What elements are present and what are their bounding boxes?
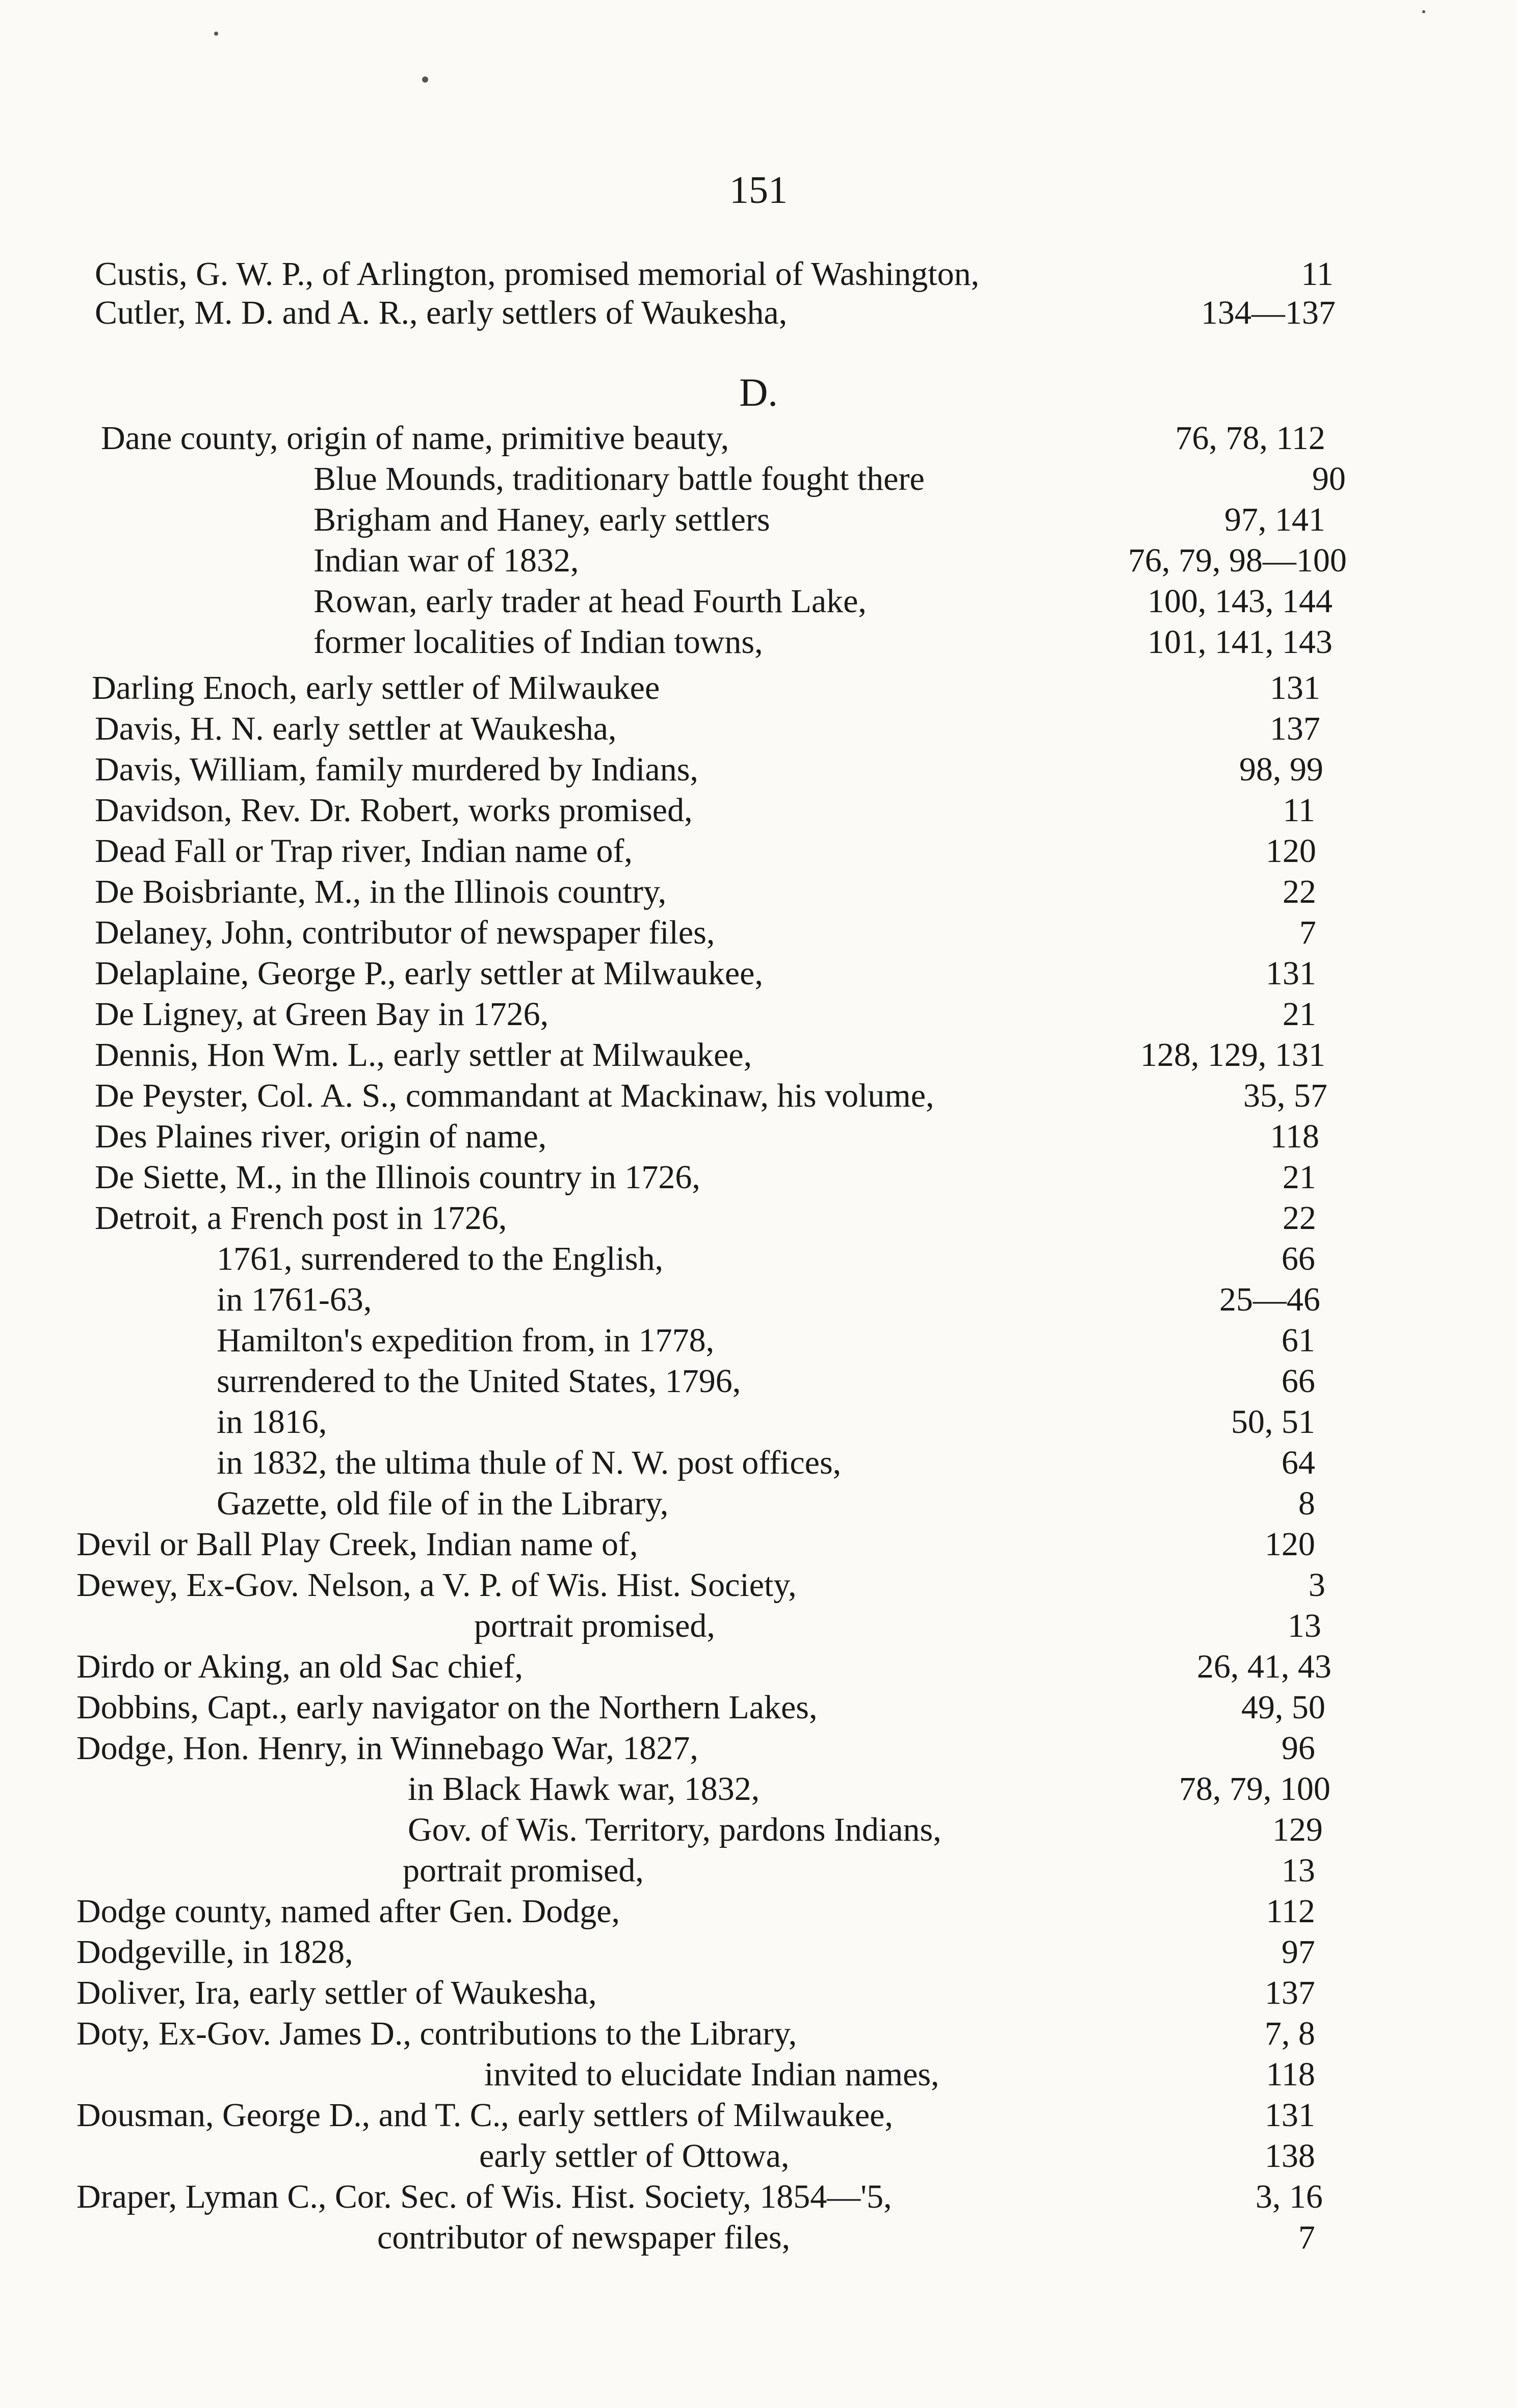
entry-pages: 76, 79, 98—100 [1128,542,1347,579]
entry-text: Custis, G. W. P., of Arlington, promised memorial of Washington, [95,255,980,293]
entry-text: in 1832, the ultima thule of N. W. post offices, [217,1444,842,1481]
index-entry [408,1810,1323,1850]
entry-text: Dirdo or Aking, an old Sac chief, [76,1648,524,1685]
index-entry [76,2095,1315,2136]
index-entry [474,1606,1321,1646]
index-entry [95,790,1315,831]
index-entry [313,459,1346,500]
entry-pages: 22 [1283,873,1316,910]
entry-text: Dewey, Ex-Gov. Nelson, a V. P. of Wis. Hist. Society, [76,1566,797,1604]
index-entry [313,622,1332,663]
entry-text: Dodge county, named after Gen. Dodge, [76,1893,620,1930]
entry-pages: 90 [1312,460,1346,498]
entry-pages: 3 [1309,1566,1325,1604]
index-entry [95,709,1320,749]
entry-text: De Siette, M., in the Illinois country in 1726, [95,1159,700,1196]
index-entry [408,1769,1330,1810]
entry-pages: 96 [1281,1730,1315,1767]
entry-pages: 137 [1270,710,1320,747]
entry-text: Davidson, Rev. Dr. Robert, works promised, [95,792,693,829]
entry-text: portrait promised, [474,1607,715,1644]
entry-pages: 66 [1281,1363,1315,1400]
index-entry [95,831,1316,872]
index-entry [217,1402,1315,1443]
entry-pages: 13 [1281,1852,1315,1889]
entry-pages: 7 [1298,2219,1315,2256]
index-entry [313,540,1347,581]
entry-pages: 129 [1272,1811,1323,1848]
index-entry [76,1891,1315,1932]
entry-text: Dennis, Hon Wm. L., early settler at Milwaukee, [95,1036,752,1074]
index-entry [101,418,1325,459]
index-entry [76,1646,1331,1687]
index-entry [403,1850,1315,1891]
index-entry [95,1157,1316,1198]
index-entry [217,1483,1315,1524]
index-entry [217,1320,1315,1361]
entry-text: Dane county, origin of name, primitive beauty, [101,420,729,457]
entry-text: early settler of Ottowa, [479,2137,790,2175]
index-entry [76,1687,1325,1728]
index-entry [95,1076,1327,1116]
entry-pages: 22 [1283,1199,1316,1237]
index-entry [217,1279,1320,1320]
entry-pages: 128, 129, 131 [1140,1036,1325,1074]
entry-pages: 26, 41, 43 [1197,1648,1331,1685]
entry-pages: 61 [1281,1322,1315,1359]
entry-pages: 3, 16 [1256,2178,1323,2215]
index-entry [95,1198,1316,1239]
index-entry [95,953,1316,994]
entry-text: in Black Hawk war, 1832, [408,1770,760,1808]
entry-pages: 137 [1265,1974,1315,2011]
entry-text: Davis, William, family murdered by Indians, [95,751,698,788]
entry-text: invited to elucidate Indian names, [484,2056,939,2093]
entry-pages: 11 [1301,255,1333,293]
entry-text: 1761, surrendered to the English, [217,1240,664,1277]
entry-text: Darling Enoch, early settler of Milwaukee [92,669,660,706]
entry-pages: 120 [1266,832,1316,870]
entry-text: surrendered to the United States, 1796, [217,1363,741,1400]
entry-pages: 97, 141 [1224,501,1325,538]
entry-text: Cutler, M. D. and A. R., early settlers of Waukesha, [95,294,788,331]
entry-text: former localities of Indian towns, [313,623,763,661]
entry-text: Dead Fall or Trap river, Indian name of, [95,832,633,870]
index-entry [313,500,1325,540]
entry-pages: 64 [1281,1444,1315,1481]
entry-text: Rowan, early trader at head Fourth Lake, [313,583,867,620]
entry-pages: 131 [1270,669,1320,706]
index-entry [95,254,1333,295]
entry-text: Gov. of Wis. Territory, pardons Indians, [408,1811,941,1848]
index-entry [377,2217,1315,2258]
entry-text: in 1816, [217,1403,327,1441]
entry-text: Devil or Ball Play Creek, Indian name of, [76,1526,638,1563]
index-entry [76,1973,1315,2013]
index-entry [95,912,1316,953]
entry-text: Indian war of 1832, [313,542,579,579]
index-entry [76,2177,1323,2217]
entry-pages: 118 [1270,1118,1319,1155]
index-entry [76,1524,1315,1565]
entry-pages: 35, 57 [1243,1077,1327,1114]
entry-pages: 101, 141, 143 [1147,623,1332,661]
entry-text: Detroit, a French post in 1726, [95,1199,507,1237]
entry-pages: 11 [1283,792,1315,829]
entry-pages: 8 [1298,1485,1315,1522]
page-number: 151 [729,169,788,212]
entry-pages: 134—137 [1201,294,1336,331]
entry-text: Brigham and Haney, early settlers [313,501,770,538]
entry-text: De Boisbriante, M., in the Illinois country, [95,873,667,910]
index-entry [92,668,1320,709]
section-heading: D. [739,370,778,414]
entry-pages: 7 [1299,914,1316,951]
entry-text: portrait promised, [403,1852,644,1889]
index-entry [95,994,1316,1035]
entry-text: Blue Mounds, traditionary battle fought there [313,460,925,498]
entry-pages: 13 [1288,1607,1321,1644]
entry-text: Dodgeville, in 1828, [76,1933,353,1971]
entry-pages: 66 [1281,1240,1315,1277]
index-entry [76,1728,1315,1769]
entry-pages: 120 [1265,1526,1315,1563]
print-speck [1422,10,1425,13]
entry-text: in 1761-63, [217,1281,372,1318]
index-entry [95,749,1323,790]
entry-text: Gazette, old file of in the Library, [217,1485,669,1522]
index-entry [484,2054,1315,2095]
entry-pages: 49, 50 [1241,1689,1325,1726]
entry-text: Davis, H. N. early settler at Waukesha, [95,710,617,747]
entry-pages: 138 [1265,2137,1315,2175]
entry-text: Doliver, Ira, early settler of Waukesha, [76,1974,597,2011]
entry-text: contributor of newspaper files, [377,2219,791,2256]
index-entry [217,1239,1315,1279]
entry-text: Dobbins, Capt., early navigator on the Northern Lakes, [76,1689,818,1726]
print-speck [214,32,218,36]
entry-pages: 118 [1266,2056,1315,2093]
entry-text: De Ligney, at Green Bay in 1726, [95,996,549,1033]
entry-pages: 7, 8 [1265,2015,1315,2052]
index-entry [95,1035,1325,1076]
entry-pages: 131 [1266,955,1316,992]
entry-text: Dousman, George D., and T. C., early settlers of Milwaukee, [76,2097,893,2134]
index-entry [76,1932,1315,1973]
entry-pages: 21 [1283,996,1316,1033]
index-entry [217,1443,1315,1483]
entry-text: De Peyster, Col. A. S., commandant at Mackinaw, his volume, [95,1077,934,1114]
entry-text: Des Plaines river, origin of name, [95,1118,547,1155]
entry-pages: 76, 78, 112 [1175,420,1325,457]
index-entry [479,2136,1315,2177]
entry-pages: 50, 51 [1231,1403,1315,1441]
index-entry [76,2013,1315,2054]
index-entry [95,872,1316,912]
index-entry [95,293,1336,333]
entry-text: Hamilton's expedition from, in 1778, [217,1322,715,1359]
index-entry [95,1116,1319,1157]
entry-text: Doty, Ex-Gov. James D., contributions to the Library, [76,2015,797,2052]
entry-pages: 21 [1283,1159,1316,1196]
print-speck [422,76,428,83]
entry-text: Draper, Lyman C., Cor. Sec. of Wis. Hist. Society, 1854—'5, [76,2178,892,2215]
index-entry [217,1361,1315,1402]
entry-pages: 100, 143, 144 [1147,583,1332,620]
entry-text: Delaplaine, George P., early settler at Milwaukee, [95,955,763,992]
entry-pages: 98, 99 [1239,751,1323,788]
entry-pages: 97 [1281,1933,1315,1971]
entry-pages: 131 [1265,2097,1315,2134]
entry-text: Dodge, Hon. Henry, in Winnebago War, 1827, [76,1730,698,1767]
entry-pages: 112 [1266,1893,1315,1930]
index-entry [313,581,1332,622]
index-entry [76,1565,1325,1606]
entry-pages: 78, 79, 100 [1179,1770,1330,1808]
entry-text: Delaney, John, contributor of newspaper files, [95,914,715,951]
entry-pages: 25—46 [1219,1281,1320,1318]
